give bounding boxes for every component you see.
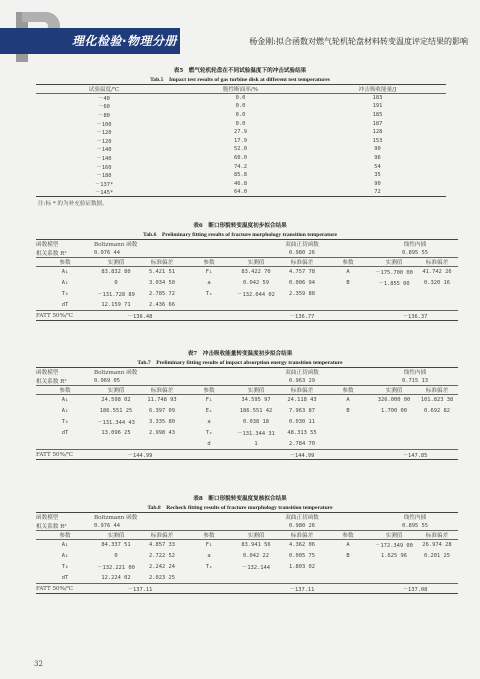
fatt-value: －136.77 [232, 311, 372, 321]
table-cell: Tₓ [205, 291, 213, 297]
column-label: 实测值 [232, 531, 280, 540]
column-label: 参数 [186, 258, 232, 267]
table-cell [416, 562, 458, 573]
table-cell [372, 439, 416, 450]
table6 [36, 239, 458, 321]
column-label: 实测值 [372, 531, 416, 540]
table5-title-en: Tab.5 Impact test results of gas turbine disk at different test temperatures [150, 77, 330, 83]
table-cell: a [207, 280, 211, 286]
model-label: 函数模型 [36, 240, 94, 249]
table-cell: 90 [374, 180, 381, 187]
table-cell: 13.096 25 [101, 430, 131, 436]
table-cell: 27.9 [234, 129, 247, 136]
fatt-value: －137.08 [372, 584, 458, 594]
column-label: 参数 [36, 386, 94, 395]
table-cell: 41.742 26 [422, 269, 452, 276]
table-cell: －172.349 00 [375, 543, 413, 550]
table-cell [416, 300, 458, 311]
spacer [186, 450, 232, 460]
table-cell: 0.0 [235, 103, 246, 110]
table-cell: 0.038 18 [243, 419, 269, 425]
table-cell: 3.335 80 [149, 419, 175, 425]
table-cell: 11.748 93 [147, 397, 177, 404]
column-label: 参数 [186, 531, 232, 540]
table-row [36, 249, 458, 258]
table-cell: 0 [114, 553, 118, 559]
table-cell: 186.551 25 [99, 408, 133, 414]
table-cell: 90 [374, 146, 381, 153]
table-cell [416, 289, 458, 300]
fatt-label: FATT 50%/℃ [36, 450, 94, 460]
table-cell: 64.0 [172, 188, 309, 197]
table-row [36, 154, 446, 163]
table-cell: 2.436 66 [138, 300, 186, 311]
table6-title-en: Tab.6 Preliminary fitting results of fracture morphology transition temperature [143, 232, 337, 238]
spacer [186, 311, 232, 321]
table-cell: 96 [374, 154, 381, 161]
model-name: 双曲正切函数 [232, 368, 372, 377]
table-cell: －131.728 89 [97, 292, 135, 298]
column-label: 标准偏差 [280, 531, 324, 540]
model-name: 线性内插 [372, 240, 458, 249]
table-cell: 60.0 [234, 154, 247, 161]
table-cell: dT [36, 573, 94, 584]
table-cell: 24.118 43 [287, 397, 317, 404]
table-cell: －40 [98, 96, 110, 103]
table-row [36, 289, 458, 300]
table-row [36, 171, 446, 180]
page-number: 32 [34, 660, 43, 668]
table-cell: －140 [96, 155, 112, 162]
table-row [36, 531, 458, 540]
table-cell [324, 300, 372, 311]
table-cell [416, 573, 458, 584]
table-cell: 7.963 87 [289, 408, 315, 414]
column-label: 参数 [36, 531, 94, 540]
journal-header [0, 0, 480, 62]
table-cell: 183 [372, 95, 383, 102]
table-cell: A [346, 542, 350, 549]
table-cell: 24.598 02 [101, 397, 131, 404]
table-row [36, 540, 458, 551]
table-cell: B [346, 408, 350, 414]
table-row [36, 513, 458, 522]
column-label: 实测值 [232, 258, 280, 267]
table-cell: dT [61, 430, 69, 436]
column-label: 参数 [36, 258, 94, 267]
table-cell [324, 289, 372, 300]
table-cell: A [346, 269, 350, 276]
table-cell: 1.700 00 [381, 408, 407, 414]
table-cell: 101.823 38 [420, 397, 454, 404]
table-row [36, 428, 458, 439]
table-row [36, 188, 446, 197]
table-cell: F₁ [205, 397, 213, 404]
table-row [36, 278, 458, 289]
table8 [36, 512, 458, 594]
table-row [36, 573, 458, 584]
spacer [186, 522, 232, 531]
table-cell: A [346, 397, 350, 404]
table5-header: 冲击吸收能量/J [309, 85, 446, 94]
table-row [36, 179, 446, 188]
table-cell: －140 [96, 147, 112, 154]
table-cell: 85.8 [234, 172, 247, 179]
r2-value: 0.980 26 [232, 522, 372, 531]
table-row [36, 128, 446, 137]
table-row [36, 386, 458, 395]
column-label: 标准偏差 [416, 531, 458, 540]
model-name: 线性内插 [372, 368, 458, 377]
table-cell: a [207, 419, 211, 425]
table-cell: 46.8 [234, 180, 247, 187]
table-row [36, 111, 446, 120]
table-cell: －131.344 43 [97, 420, 135, 426]
model-name: Boltzmann 函数 [94, 368, 186, 377]
table-cell: 0.320 16 [424, 280, 450, 286]
table-cell: 0.030 11 [289, 419, 315, 425]
table-cell: 186.551 42 [239, 408, 273, 414]
fatt-label: FATT 50%/℃ [36, 311, 94, 321]
table-cell: 0.201 25 [424, 553, 450, 559]
table-cell: 1.625 96 [381, 553, 407, 559]
fatt-value: －137.11 [232, 584, 372, 594]
r2-value: 0.895 55 [372, 249, 458, 258]
table-cell: －145* [36, 188, 172, 197]
table-cell: 35 [374, 172, 381, 179]
table-cell: 5.421 51 [149, 269, 175, 276]
table-cell [232, 573, 280, 584]
table-cell [324, 428, 372, 439]
column-label: 参数 [324, 531, 372, 540]
table-cell: －60 [98, 104, 110, 111]
table-cell: 2.785 72 [149, 291, 175, 297]
table-cell: 34.595 97 [241, 397, 271, 404]
table-cell: 84.337 51 [101, 542, 131, 549]
table5-title: 表5 燃气轮机轮盘在不同试验温度下的冲击试验结果 [173, 68, 307, 74]
table-cell: －131.344 31 [237, 431, 275, 437]
table8-title: 表8 断口形貌转变温度复核拟合结果 [193, 496, 287, 502]
table-cell: T₀ [61, 419, 69, 425]
r2-value: 0.969 05 [94, 377, 186, 386]
table-cell: －132.144 [241, 565, 271, 571]
column-label: 标准偏差 [138, 258, 186, 267]
table-cell: －1.855 00 [378, 281, 410, 287]
column-label: 实测值 [372, 258, 416, 267]
column-label: 参数 [324, 386, 372, 395]
table-row [36, 417, 458, 428]
table-row [36, 136, 446, 145]
table-cell: 4.857 33 [149, 542, 175, 549]
table-cell [138, 439, 186, 450]
table-row [36, 395, 458, 406]
table-cell: Eₛ [205, 408, 213, 414]
table-cell [416, 428, 458, 439]
table-cell: 2.998 43 [149, 430, 175, 436]
table-cell: Tₓ [205, 430, 213, 436]
table-cell: 187 [372, 120, 383, 127]
table-cell: 185 [372, 111, 383, 118]
table-cell: 17.9 [234, 137, 247, 144]
table-cell: －132.044 02 [237, 292, 275, 298]
table-cell [94, 439, 138, 450]
table-cell: T₀ [61, 291, 69, 297]
column-label: 参数 [186, 386, 232, 395]
r2-label: 相关系数 R² [36, 522, 94, 531]
table-cell: －80 [98, 112, 110, 119]
table-row [36, 551, 458, 562]
table-cell: －100 [96, 121, 112, 128]
spacer [186, 377, 232, 386]
table-cell: 4.757 78 [289, 269, 315, 276]
table-cell: a [207, 553, 211, 559]
r2-value: 0.976 44 [94, 522, 186, 531]
column-label: 实测值 [232, 386, 280, 395]
table-row [36, 94, 446, 103]
table-cell: A₁ [61, 397, 69, 404]
table-cell: 0.0 [235, 120, 246, 127]
table5-header: 脆性断面率/% [172, 85, 309, 94]
table-cell: 2.784 70 [280, 439, 324, 450]
table-cell: B [346, 280, 350, 286]
column-label: 实测值 [94, 386, 138, 395]
table-cell: T₀ [61, 564, 69, 570]
column-label: 实测值 [94, 258, 138, 267]
table-cell [416, 417, 458, 428]
table-cell [280, 300, 324, 311]
model-name: Boltzmann 函数 [94, 240, 186, 249]
table-cell: 153 [372, 137, 383, 144]
table-cell: －120 [96, 138, 112, 145]
table-cell: Tₓ [205, 564, 213, 570]
table-cell: 1 [232, 439, 280, 450]
table-row [36, 450, 458, 460]
table-cell: 0.042 59 [243, 280, 269, 286]
table-cell: B [346, 553, 350, 559]
table-cell: A₂ [61, 553, 69, 559]
model-name: 双曲正切函数 [232, 513, 372, 522]
column-label: 实测值 [94, 531, 138, 540]
table-cell: dT [36, 300, 94, 311]
table-cell: 0.042 22 [243, 553, 269, 559]
fatt-value: －144.99 [94, 450, 186, 460]
model-label: 函数模型 [36, 513, 94, 522]
table-cell: 48.313 55 [287, 430, 317, 436]
table-cell: 12.224 02 [94, 573, 138, 584]
table-cell: 1.803 02 [289, 564, 315, 570]
spacer [186, 584, 232, 594]
table-cell: d [186, 439, 232, 450]
table8-title-en: Tab.8 Recheck fitting results of fracture morphology transition temperature [147, 505, 333, 511]
table-cell: 326.000 00 [377, 397, 411, 404]
table-cell: －120 [96, 130, 112, 137]
column-label: 标准偏差 [280, 258, 324, 267]
model-name: 线性内插 [372, 513, 458, 522]
table-row [36, 162, 446, 171]
model-name: Boltzmann 函数 [94, 513, 186, 522]
table-cell [372, 562, 416, 573]
table6-title: 表6 断口形貌转变温度初步拟合结果 [193, 223, 287, 229]
fatt-value: －136.48 [94, 311, 186, 321]
fatt-value: －137.11 [94, 584, 186, 594]
table-cell: 2.242 24 [149, 564, 175, 570]
column-label: 标准偏差 [416, 258, 458, 267]
model-label: 函数模型 [36, 368, 94, 377]
table-cell: 128 [372, 129, 383, 136]
table-cell [232, 300, 280, 311]
table-row [36, 258, 458, 267]
table-cell: 4.362 06 [289, 542, 315, 549]
table-cell: 0.692 82 [424, 408, 450, 414]
r2-value: 0.963 29 [232, 377, 372, 386]
fatt-value: －136.37 [372, 311, 458, 321]
table-cell: 83.941 56 [241, 542, 271, 549]
table-row [36, 562, 458, 573]
table-cell: 0.0 [235, 111, 246, 118]
table-cell [372, 573, 416, 584]
table-cell [372, 300, 416, 311]
table-row [36, 145, 446, 154]
table-cell [36, 439, 94, 450]
r2-value: 0.980 26 [232, 249, 372, 258]
spacer [186, 249, 232, 258]
running-title: 杨金刚:拟合函数对燃气轮机轮盘材料转变温度评定结果的影响 [249, 37, 468, 46]
table5 [36, 84, 446, 197]
journal-name: 理化检验·物理分册 [72, 34, 178, 48]
fatt-label: FATT 50%/℃ [36, 584, 94, 594]
fatt-value: －147.85 [372, 450, 458, 460]
column-label: 标准偏差 [416, 386, 458, 395]
table-row [36, 584, 458, 594]
table5-note: 注:标 * 的为补充验证数据。 [38, 201, 108, 207]
r2-value: 0.895 55 [372, 522, 458, 531]
table-cell: 3.034 50 [149, 280, 175, 286]
spacer [186, 368, 232, 377]
r2-label: 相关系数 R² [36, 377, 94, 386]
table-cell: 0.0 [235, 95, 246, 102]
table-row [36, 406, 458, 417]
table-cell: 52.0 [234, 146, 247, 153]
table-cell: －160 [96, 164, 112, 171]
table-row [36, 300, 458, 311]
table-cell: 54 [374, 163, 381, 170]
table-cell: 83.422 70 [241, 269, 271, 276]
table-cell: 2.359 88 [289, 291, 315, 297]
column-label: 标准偏差 [138, 531, 186, 540]
table-cell: 0.005 75 [289, 553, 315, 559]
fatt-value: －144.99 [232, 450, 372, 460]
table-cell: 0.006 94 [289, 280, 315, 286]
table-cell: F₁ [205, 542, 213, 549]
table5-header: 试验温度/℃ [36, 85, 172, 94]
table-cell: －175.700 00 [375, 270, 413, 277]
table-cell: A₂ [61, 280, 69, 286]
table-cell: －137* [94, 181, 114, 188]
table-cell [372, 289, 416, 300]
column-label: 标准偏差 [280, 386, 324, 395]
table-cell [324, 439, 372, 450]
r2-value: 0.715 13 [372, 377, 458, 386]
spacer [186, 240, 232, 249]
table-cell: 2.023 25 [138, 573, 186, 584]
table7 [36, 367, 458, 460]
table-cell: A₁ [61, 542, 69, 549]
table-cell [324, 573, 372, 584]
spacer [186, 513, 232, 522]
table-cell [186, 300, 232, 311]
table-cell: 83.832 80 [101, 269, 131, 276]
table-cell: －132.221 00 [97, 565, 135, 571]
table-cell: －180 [96, 173, 112, 180]
table-cell: 191 [372, 103, 383, 110]
table-cell [324, 417, 372, 428]
table-cell: 2.722 52 [149, 553, 175, 559]
table-row [36, 439, 458, 450]
table-row [36, 368, 458, 377]
table-row [36, 377, 458, 386]
table-row [36, 102, 446, 111]
column-label: 标准偏差 [138, 386, 186, 395]
table-cell: 6.397 09 [149, 408, 175, 414]
table-cell [324, 562, 372, 573]
table-cell: 26.974 28 [422, 542, 452, 549]
r2-label: 相关系数 R² [36, 249, 94, 258]
table-cell: A₂ [61, 408, 69, 414]
column-label: 实测值 [372, 386, 416, 395]
table-row [36, 119, 446, 128]
table-cell [416, 439, 458, 450]
table7-title-en: Tab.7 Preliminary fitting results of impact absorption energy transition temperature [137, 360, 343, 366]
table-cell [372, 417, 416, 428]
table-cell: 74.2 [234, 163, 247, 170]
table-cell: F₁ [205, 269, 213, 276]
table-row [36, 240, 458, 249]
table-cell: 0 [114, 280, 118, 286]
table-cell: A₁ [61, 269, 69, 276]
table7-title: 表7 冲击吸收能量转变温度初步拟合结果 [187, 351, 293, 357]
r2-value: 0.976 44 [94, 249, 186, 258]
table-row [36, 311, 458, 321]
table-cell: 12.159 71 [94, 300, 138, 311]
table-cell [186, 573, 232, 584]
table-row [36, 267, 458, 278]
table-cell: 72 [309, 188, 446, 197]
table-cell [372, 428, 416, 439]
table-cell [280, 573, 324, 584]
model-name: 双曲正切函数 [232, 240, 372, 249]
column-label: 参数 [324, 258, 372, 267]
table-row [36, 522, 458, 531]
